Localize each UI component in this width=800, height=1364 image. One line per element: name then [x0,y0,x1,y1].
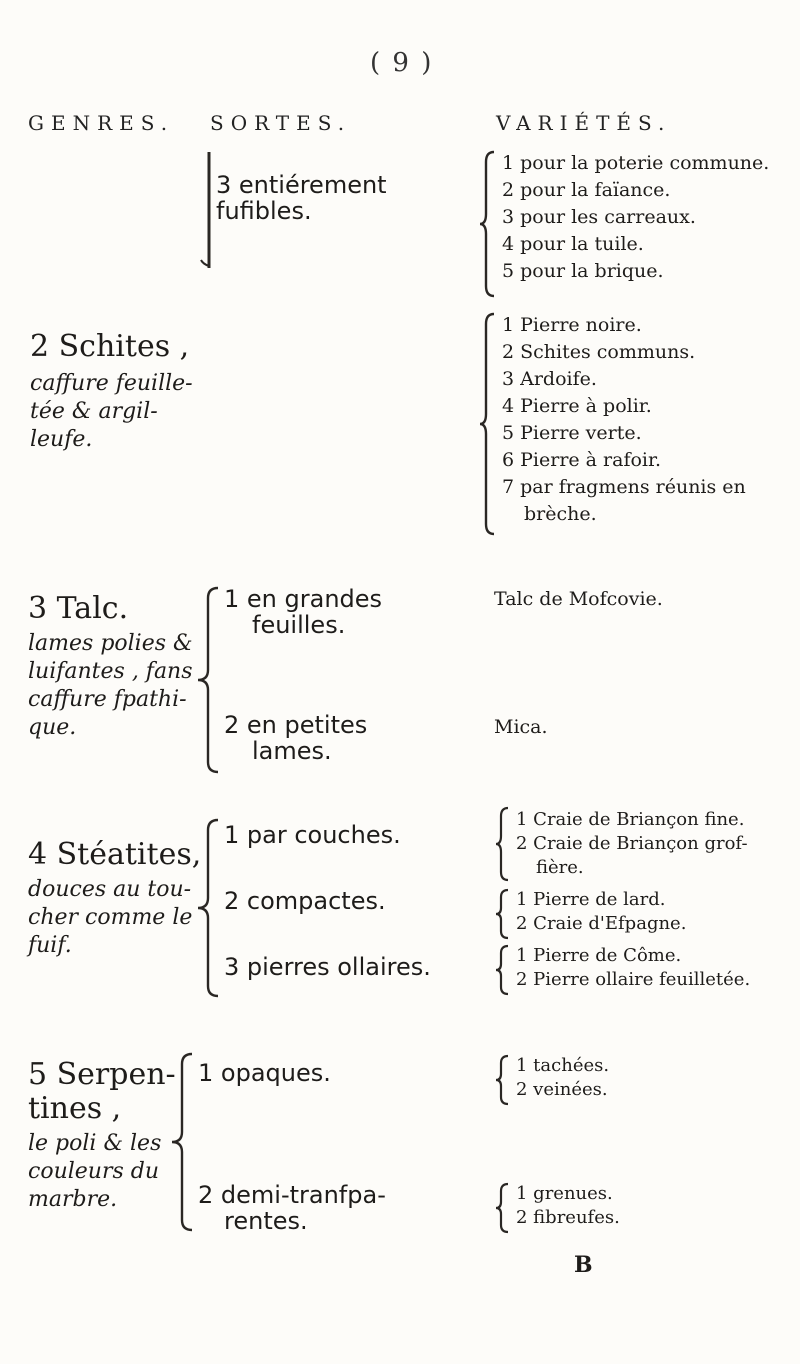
brace-left [494,806,512,882]
brace-left [196,586,222,774]
list-item: 3 Ardoife. [502,368,597,390]
list-item: 1 tachées. [516,1055,610,1076]
list-item: 2 pour la faïance. [502,179,671,201]
brace-left [170,1052,196,1232]
varietes-craie-briancon [516,808,748,880]
brace-left [198,150,212,270]
variete-talc-moscovie: Talc de Mofcovie. [494,588,663,610]
sorte-petites-lames: 2 en petites lames. [224,711,368,765]
genre-schites-description: caffure feuille- tée & argil- leufe. [30,371,193,452]
brace-left [494,888,512,940]
page-number: ( 9 ) [370,48,434,78]
varietes-demi-transparentes [516,1182,620,1230]
list-item: 2 fibreufes. [516,1207,620,1228]
varietes-ollaires [516,944,750,992]
signature-mark: B [574,1252,593,1278]
header-sortes: SORTES. [210,111,352,135]
header-genres: GENRES. [28,111,175,135]
genre-steatites: 4 Stéatites, [28,837,202,872]
sorte-demi-transparentes: 2 demi-tranfpa- rentes. [198,1181,386,1235]
list-item: 6 Pierre à rafoir. [502,449,662,471]
list-item: 2 Pierre ollaire feuilletée. [516,969,751,990]
list-item: 2 veinées. [516,1079,608,1100]
brace-left [494,1054,512,1106]
brace-left [494,1182,512,1234]
varietes-compactes [516,888,686,936]
list-item: fière. [536,857,584,878]
sorte-compactes: 2 compactes. [224,887,386,915]
list-item: 3 pour les carreaux. [502,206,696,228]
varietes-opaques [516,1054,609,1102]
list-item: 2 Craie de Briançon grof- [516,833,748,854]
header-varietes: VARIÉTÉS. [496,111,672,135]
genre-serpentines-description: le poli & les couleurs du marbre. [28,1131,162,1212]
sorte-pierres-ollaires: 3 pierres ollaires. [224,953,431,981]
list-item: 1 Pierre de Côme. [516,945,682,966]
list-item: 5 Pierre verte. [502,422,642,444]
list-item: 4 pour la tuile. [502,233,644,255]
sorte-opaques: 1 opaques. [198,1059,331,1087]
list-item: 2 Craie d'Efpagne. [516,913,687,934]
genre-talc: 3 Talc. [28,591,129,626]
varietes-schites [502,312,746,528]
varietes-argiles [502,150,769,285]
genre-serpentines: 5 Serpen- tines , [28,1057,176,1126]
list-item: 1 Pierre noire. [502,314,642,336]
list-item: 1 Craie de Briançon fine. [516,809,745,830]
list-item: 4 Pierre à polir. [502,395,652,417]
list-item: 1 grenues. [516,1183,613,1204]
sorte-entierement-fusibles: 3 entiérement fufibles. [216,171,387,225]
brace-left [478,312,498,536]
list-item: brèche. [524,503,597,525]
variete-mica: Mica. [494,716,548,738]
brace-left [494,944,512,996]
list-item: 1 pour la poterie commune. [502,152,770,174]
brace-left [478,150,498,298]
brace-left [196,818,222,998]
sorte-par-couches: 1 par couches. [224,821,401,849]
genre-schites: 2 Schites , [30,329,190,364]
list-item: 2 Schites communs. [502,341,696,363]
sorte-grandes-feuilles: 1 en grandes feuilles. [224,585,383,639]
genre-steatites-description: douces au tou- cher comme le fuif. [28,877,193,958]
list-item: 5 pour la brique. [502,260,664,282]
list-item: 7 par fragmens réunis en [502,476,746,498]
list-item: 1 Pierre de lard. [516,889,666,910]
genre-talc-description: lames polies & luifantes , fans caffure fpathi- que. [28,631,193,740]
